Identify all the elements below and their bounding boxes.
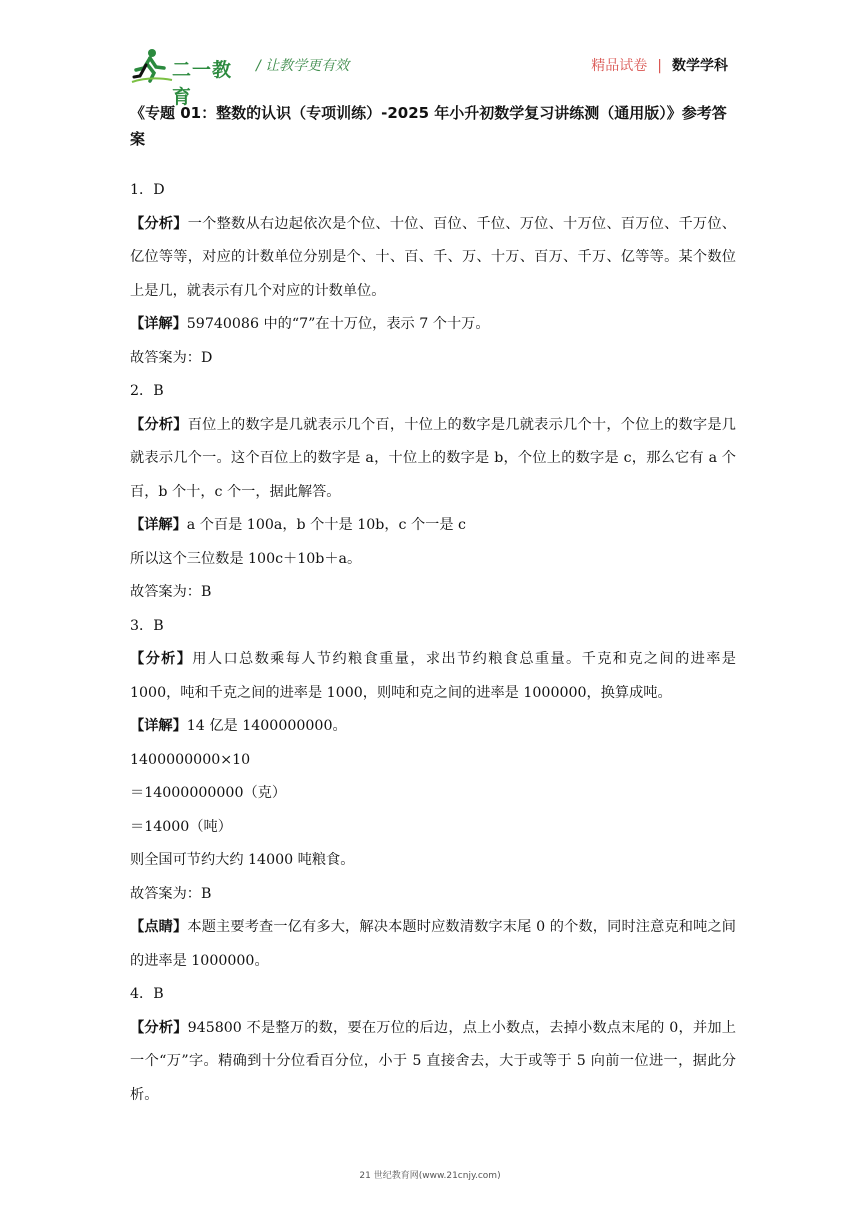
section-tag: 【点睛】 <box>130 919 188 935</box>
answer-line <box>130 878 736 912</box>
answer-line <box>130 911 736 978</box>
answer-line <box>130 576 736 610</box>
section-tag: 【详解】 <box>130 316 187 332</box>
subject-label: 数学学科 <box>672 58 728 74</box>
section-tag: 【详解】 <box>130 517 187 533</box>
answer-line <box>130 978 736 1012</box>
page-header <box>130 46 730 108</box>
line-text: 14 亿是 1400000000。 <box>186 718 347 734</box>
line-text: 一个整数从右边起依次是个位、十位、百位、千位、万位、十万位、百万位、千万位、亿位等等，对应的计数单位分别是个、十、百、千、万、十万、百万、千万、亿等等。某个数位上是几，就表示有几个对应的计数单位。 <box>130 215 736 299</box>
answer-line <box>130 174 736 208</box>
answer-line <box>130 610 736 644</box>
answer-line <box>130 342 736 376</box>
premium-label: 精品试卷 <box>591 58 648 74</box>
logo-text: 二一教育 <box>172 59 233 108</box>
line-text: 用人口总数乘每人节约粮食重量，求出节约粮食总重量。千克和克之间的进率是 1000，吨和千克之间的进率是 1000，则吨和克之间的进率是 1000000，换算成吨。 <box>130 651 736 701</box>
logo <box>130 46 250 108</box>
page-footer: 21 世纪教育网(www.21cnjy.com) <box>359 1171 501 1181</box>
answer-line <box>130 744 736 778</box>
answer-line <box>130 543 736 577</box>
answer-line <box>130 509 736 543</box>
answer-line <box>130 643 736 710</box>
line-text: 故答案为：B <box>130 885 212 902</box>
header-tags <box>591 55 728 75</box>
line-text: 则全国可节约大约 14000 吨粮食。 <box>130 852 355 868</box>
line-text: 百位上的数字是几就表示几个百，十位上的数字是几就表示几个十，个位上的数字是几就表示几个一。这个百位上的数字是 a，十位上的数字是 b，个位上的数字是 c，那么它有 a 个百，b 个十，c 个一，据此解答。 <box>130 416 736 500</box>
answer-line <box>130 844 736 878</box>
answer-line <box>130 777 736 811</box>
answer-line <box>130 710 736 744</box>
answer-line <box>130 208 736 309</box>
section-tag: 【详解】 <box>130 718 187 734</box>
line-text: 2．B <box>130 383 164 399</box>
line-text: 59740086 中的“7”在十万位，表示 7 个十万。 <box>186 316 490 332</box>
line-text: 3．B <box>130 617 164 634</box>
document-title: 《专题 01：整数的认识（专项训练）-2025 年小升初数学复习讲练测（通用版）》参考答案 <box>130 104 727 148</box>
line-text: 945800 不是整万的数，要在万位的后边，点上小数点，去掉小数点末尾的 0，并加上一个“万”字。精确到十分位看百分位，小于 5 直接舍去，大于或等于 5 向前一位进一，据此分析。 <box>130 1019 736 1103</box>
header-separator: | <box>657 58 662 74</box>
answer-line <box>130 308 736 342</box>
answer-list <box>130 174 736 1112</box>
line-text: a 个百是 100a，b 个十是 10b，c 个一是 c <box>186 517 466 533</box>
line-text: 4．B <box>130 986 164 1002</box>
line-text: 1．D <box>130 182 165 198</box>
line-text: ＝14000000000（克） <box>130 785 287 801</box>
line-text: 所以这个三位数是 100c＋10b＋a。 <box>130 550 362 567</box>
section-tag: 【分析】 <box>130 1019 188 1036</box>
section-tag: 【分析】 <box>130 215 188 232</box>
document-body <box>130 100 736 1112</box>
section-tag: 【分析】 <box>130 416 188 433</box>
runner-logo-icon <box>130 46 174 84</box>
answer-line <box>130 375 736 409</box>
line-text: 本题主要考查一亿有多大，解决本题时应数清数字末尾 0 的个数，同时注意克和吨之间的进率是 1000000。 <box>130 919 736 969</box>
answer-line <box>130 811 736 845</box>
line-text: 故答案为：D <box>130 349 213 366</box>
line-text: 1400000000×10 <box>130 751 251 768</box>
answer-line <box>130 1012 736 1113</box>
answer-line <box>130 409 736 510</box>
section-tag: 【分析】 <box>130 651 193 667</box>
line-text: ＝14000（吨） <box>130 818 232 835</box>
line-text: 故答案为：B <box>130 584 212 600</box>
slogan: / 让教学更有效 <box>256 58 350 74</box>
